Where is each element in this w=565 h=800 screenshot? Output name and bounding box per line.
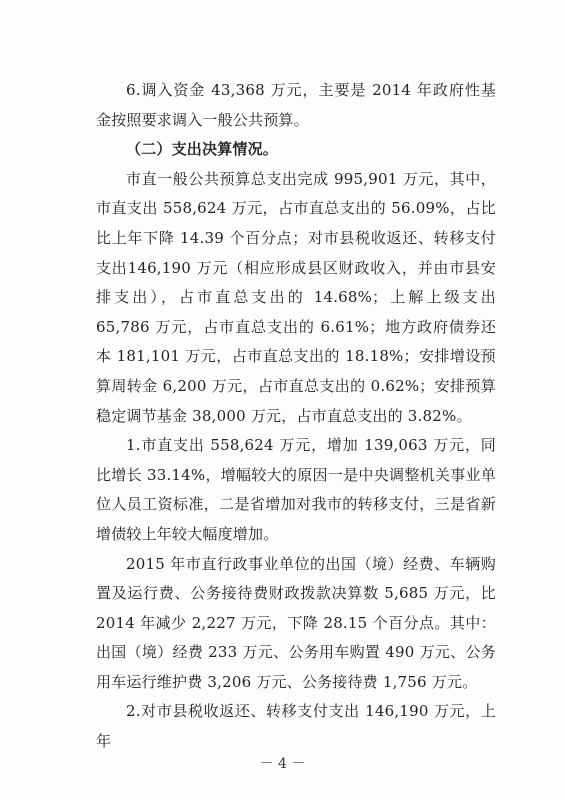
section-heading-expenditure: （二）支出决算情况。 bbox=[126, 140, 279, 159]
page-number: － 4 － bbox=[259, 756, 306, 772]
paragraph-city-expenditure: 1.市直支出 558,624 万元，增加 139,063 万元，同比增长 33.14%，增幅较大的原因一是中央调整机关事业单位人员工资标准，二是省增加对我市的转移支付，三是省新增债较上年较大幅度增加。 bbox=[96, 436, 496, 543]
document-body bbox=[96, 76, 496, 757]
paragraph-total-expenditure: 市直一般公共预算总支出完成 995,901 万元，其中，市直支出 558,624 万元，占市直总支出的 56.09%，占比比上年下降 14.39 个百分点；对市县税收返还、转移支付支出146,190 万元（相应形成县区财政收入，并由市县安排支出），占市直总支出的 14.68%；上解上级支出 65,786 万元，占市直总支出的 6.61%；地方政府债券还本 181,101 万元，占市直总支出的 18.18%；安排增设预算周转金 6,200 万元，占市直总支出的 0.62%；安排预算稳定调节基金 38,000 万元，占市直总支出的 3.82%。 bbox=[96, 169, 496, 425]
paragraph-three-public-expenses: 2015 年市直行政事业单位的出国（境）经费、车辆购置及运行费、公务接待费财政拨款决算数 5,685 万元，比 2014 年减少 2,227 万元，下降 28.15 个百分点。其中：出国（境）经费 233 万元、公务用车购置 490 万元、公务用车运行维护费 3,206 万元、公务接待费 1,756 万元。 bbox=[96, 554, 496, 691]
paragraph-transferred-funds: 6.调入资金 43,368 万元，主要是 2014 年政府性基金按照要求调入一般公共预算。 bbox=[96, 81, 496, 129]
paragraph-tax-rebates: 2.对市县税收返还、转移支付支出 146,190 万元，上年 bbox=[96, 702, 496, 751]
